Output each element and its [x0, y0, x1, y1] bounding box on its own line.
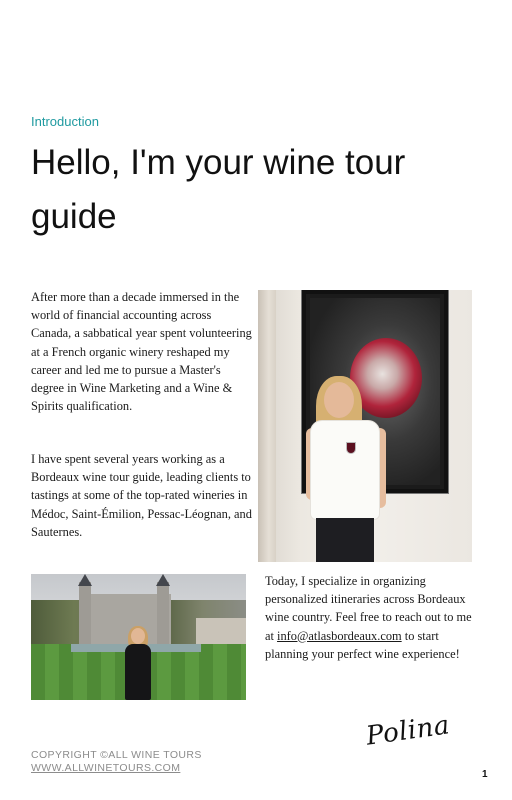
copyright-text: COPYRIGHT ©ALL WINE TOURS [31, 749, 202, 761]
guide-figure [123, 628, 153, 700]
tower-roof-right [156, 574, 170, 586]
guide-face [324, 382, 354, 418]
intro-paragraph-career: After more than a decade immersed in the world of financial accounting across Canada, a sabbatical year spent volunteering at a French organic winery reshaped my career and led me to pursue a Master's degree in Wine Marketing and a Wine & Spirits qualification. [31, 290, 252, 414]
side-building [196, 618, 246, 646]
chateau-tower-right [157, 582, 169, 644]
contact-text-end: to start planning your perfect wine experience! [265, 628, 460, 661]
contact-text-start: Today, I specialize in organizing personalized itineraries across Bordeaux wine country. Feel free to reach out to me at [265, 574, 472, 643]
chateau-tower-left [79, 582, 91, 644]
portrait-photo [258, 290, 472, 562]
website-link[interactable]: WWW.ALLWINETOURS.COM [31, 762, 181, 774]
intro-paragraph-guide: I have spent several years working as a Bordeaux wine tour guide, leading clients to tastings at some of the top-rated wineries in Médoc, Saint-Émilion, Pessac-Léognan, and Sauternes. [31, 452, 252, 539]
page-number: 1 [482, 769, 488, 780]
tower-roof-left [78, 574, 92, 586]
guide-white-top [310, 420, 380, 520]
signature: Polina [364, 710, 452, 752]
email-link[interactable]: info@atlasbordeaux.com [277, 628, 402, 643]
wine-glass [346, 442, 356, 454]
section-label: Introduction [31, 114, 99, 129]
curtain [258, 290, 276, 562]
page-title: Hello, I'm your wine tour guide [31, 143, 406, 236]
contact-paragraph [265, 572, 480, 663]
chateau-photo [31, 574, 246, 700]
guide-trousers [316, 518, 374, 562]
